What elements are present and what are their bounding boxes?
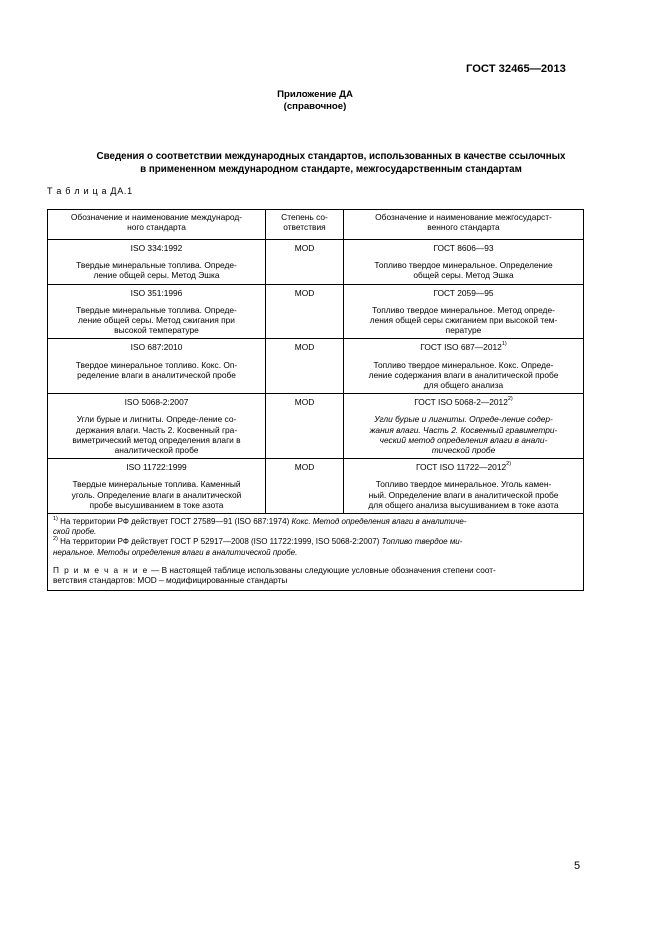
degree-value: MOD xyxy=(294,243,315,253)
footnote-italic: Топливо твердое ми- xyxy=(381,537,463,547)
name-line: высокой температуре xyxy=(114,325,199,336)
name-line: ределение влаги в аналитической пробе xyxy=(77,369,236,380)
intl-standard-cell xyxy=(48,339,266,394)
name-line: Твердые минеральные топлива. Каменный xyxy=(72,479,241,490)
degree-value: MOD xyxy=(294,342,315,353)
annex-heading: Приложение ДА xyxy=(277,89,353,100)
name-line: жания влаги. Часть 2. Косвенный гравиметри- xyxy=(369,424,558,435)
name-line: ческий метод определения влаги в анали- xyxy=(379,434,548,445)
table-caption: Т а б л и ц а ДА.1 xyxy=(47,186,133,196)
name-line: тической пробе xyxy=(431,445,496,456)
footnote-ref: 2) xyxy=(507,396,513,403)
footnote-ref: 2) xyxy=(506,461,512,468)
degree-cell xyxy=(266,240,344,285)
degree-value: MOD xyxy=(294,287,315,298)
interstate-standard-name xyxy=(348,305,579,336)
header-line: Степень со- xyxy=(281,212,328,222)
interstate-standard-code xyxy=(348,243,579,253)
code-text: ГОСТ ISO 687—2012 xyxy=(420,342,502,353)
intl-standard-name xyxy=(52,360,261,380)
table-row xyxy=(48,284,584,339)
intl-standard-code: ISO 11722:1999 xyxy=(126,462,187,473)
interstate-standard-name xyxy=(348,479,579,510)
section-title-line: Сведения о соответствии международных стандартов, использованных в качестве ссылочных xyxy=(96,151,566,162)
interstate-standard-name xyxy=(348,414,579,455)
name-line: Твердое минеральное топливо. Кокс. Оп- xyxy=(75,359,238,370)
footnote-ref: 1) xyxy=(501,341,507,348)
notes-row xyxy=(48,514,584,591)
name-line: уголь. Определение влаги в аналитической xyxy=(71,489,242,500)
notes-cell xyxy=(48,514,584,591)
interstate-standard-cell xyxy=(344,394,584,459)
footnote-italic: ской пробе. xyxy=(53,527,97,537)
note-line xyxy=(53,565,578,576)
table-row xyxy=(48,339,584,394)
intl-standard-name xyxy=(52,414,261,455)
header-line: ответствия xyxy=(283,222,326,233)
header-line: Обозначение и наименование межгосударст- xyxy=(375,212,552,222)
intl-standard-name xyxy=(52,479,261,510)
code-text: ГОСТ ISO 5068-2—2012 xyxy=(414,397,508,408)
intl-standard-cell xyxy=(48,284,266,339)
section-title-line: в примененном международном стандарте, межгосударственным стандартам xyxy=(140,164,522,175)
footnote-mark: 2) xyxy=(53,536,58,543)
header-interstate-standard xyxy=(344,210,584,240)
degree-value: MOD xyxy=(294,397,315,408)
table-row xyxy=(48,459,584,514)
document-id: ГОСТ 32465—2013 xyxy=(466,63,566,75)
name-line: Твердые минеральные топлива. Опреде- xyxy=(76,304,237,315)
header-degree xyxy=(266,210,344,240)
section-title xyxy=(42,150,620,176)
footnote-text: На территории РФ действует ГОСТ Р 52917—2008 (ISO 11722:1999, ISO 5068-2:2007) xyxy=(57,537,382,547)
name-line: Топливо твердое минеральное. Определение xyxy=(374,260,553,271)
interstate-standard-name xyxy=(348,260,579,280)
interstate-standard-code xyxy=(348,397,579,407)
name-line: пробе высушиванием в токе азота xyxy=(89,499,224,510)
intl-standard-name xyxy=(52,260,261,280)
interstate-standard-code xyxy=(348,462,579,472)
intl-standard-code: ISO 334:1992 xyxy=(130,243,183,253)
name-line: ление содержания влаги в аналитической пробе xyxy=(368,369,559,380)
name-line: общей серы. Метод Эшка xyxy=(413,270,514,281)
footnote-italic: Кокс. Метод определения влаги в аналитиче- xyxy=(291,517,467,527)
header-line: Обозначение и наименование международ- xyxy=(70,212,243,222)
degree-cell xyxy=(266,459,344,514)
footnote-1 xyxy=(53,517,578,537)
name-line: держания влаги. Часть 2. Косвенный гра- xyxy=(75,424,238,435)
interstate-standard-code xyxy=(348,342,579,352)
footnote-line xyxy=(53,548,578,558)
name-line: Угли бурые и лигниты. Опреде-ление содер- xyxy=(374,414,553,425)
note-text: — В настоящей таблице использованы следующие условные обозначения степени соот- xyxy=(148,564,496,575)
annex-subtitle: (справочное) xyxy=(283,100,347,112)
interstate-standard-cell xyxy=(344,459,584,514)
footnote-italic: неральное. Методы определения влаги в аналитической пробе. xyxy=(53,547,298,557)
name-line: Топливо твердое минеральное. Кокс. Опреде- xyxy=(373,359,554,370)
name-line: для общего анализа xyxy=(423,380,504,391)
table-row xyxy=(48,240,584,285)
intl-standard-name xyxy=(52,305,261,336)
footnote-mark: 1) xyxy=(53,516,58,523)
interstate-standard-cell xyxy=(344,339,584,394)
name-line: ления общей серы сжиганием при высокой тем- xyxy=(369,315,558,326)
name-line: аналитической пробе xyxy=(114,445,199,456)
table-note xyxy=(53,565,578,586)
degree-cell xyxy=(266,284,344,339)
code-text: ГОСТ ISO 11722—2012 xyxy=(415,462,507,473)
table-header-row xyxy=(48,210,584,240)
name-line: пературе xyxy=(445,325,482,336)
name-line: Топливо твердое минеральное. Уголь камен- xyxy=(375,479,552,490)
code-text: ГОСТ 8606—93 xyxy=(433,243,494,253)
intl-standard-cell xyxy=(48,394,266,459)
note-line: ветствия стандартов: MOD – модифицированные стандарты xyxy=(53,575,288,586)
name-line: для общего анализа высушиванием в токе азота xyxy=(368,499,559,510)
intl-standard-code: ISO 351:1996 xyxy=(130,287,183,298)
intl-standard-code: ISO 687:2010 xyxy=(130,342,183,353)
standards-table xyxy=(47,209,584,591)
footnote-text: На территории РФ действует ГОСТ 27589—91 (ISO 687:1974) xyxy=(57,517,292,527)
annex-title xyxy=(215,89,415,112)
footnote-line xyxy=(53,537,578,547)
intl-standard-code: ISO 5068-2:2007 xyxy=(124,397,189,408)
name-line: виметрический метод определения влаги в xyxy=(72,434,241,445)
name-line: ление общей серы. Метод сжигания при xyxy=(78,315,235,326)
intl-standard-cell xyxy=(48,459,266,514)
name-line: ление общей серы. Метод Эшка xyxy=(93,270,220,281)
interstate-standard-cell xyxy=(344,240,584,285)
name-line: Топливо твердое минеральное. Метод опреде- xyxy=(372,304,555,315)
footnote-line xyxy=(53,517,578,527)
footnote-line xyxy=(53,527,578,537)
footnote-2 xyxy=(53,537,578,557)
intl-standard-cell xyxy=(48,240,266,285)
name-line: ный. Определение влаги в аналитической пробе xyxy=(368,489,559,500)
interstate-standard-name xyxy=(348,360,579,391)
degree-value: MOD xyxy=(294,462,315,473)
header-line: венного стандарта xyxy=(427,222,500,233)
header-intl-standard xyxy=(48,210,266,240)
interstate-standard-code xyxy=(348,288,579,298)
degree-cell xyxy=(266,394,344,459)
code-text: ГОСТ 2059—95 xyxy=(433,287,494,298)
name-line: Твердые минеральные топлива. Опреде- xyxy=(76,260,237,271)
table-row xyxy=(48,394,584,459)
header-line: ного стандарта xyxy=(127,222,186,233)
degree-cell xyxy=(266,339,344,394)
interstate-standard-cell xyxy=(344,284,584,339)
note-label: П р и м е ч а н и е xyxy=(53,564,149,575)
name-line: Угли бурые и лигниты. Опреде-ление со- xyxy=(76,414,237,425)
page-number: 5 xyxy=(574,860,581,872)
